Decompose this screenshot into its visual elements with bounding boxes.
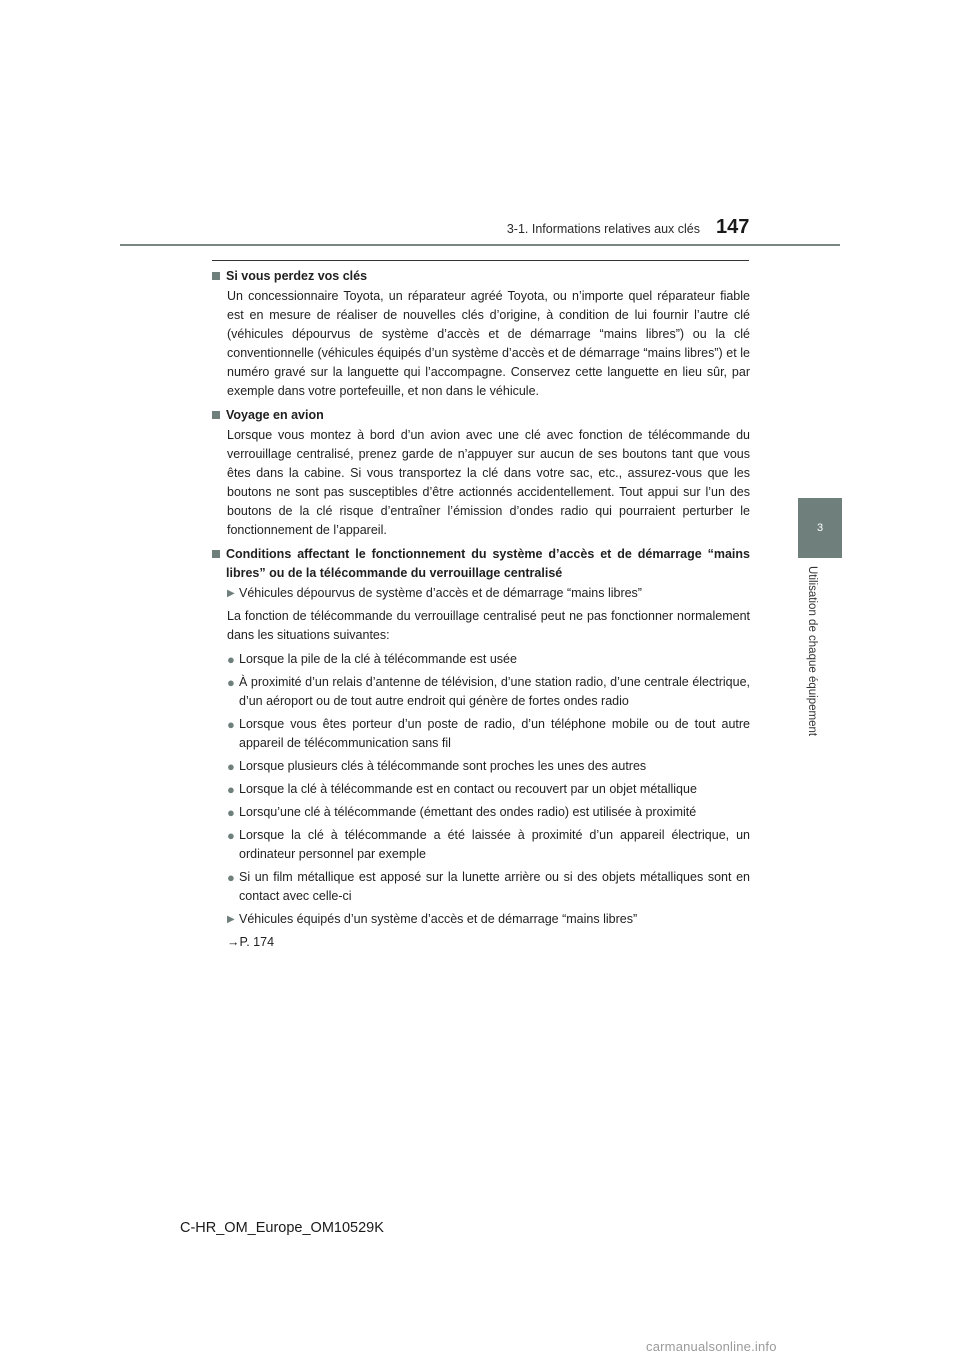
- square-bullet-icon: [212, 411, 220, 419]
- list-item: ● Lorsqu’une clé à télécommande (émettant des ondes radio) est utilisée à proximité: [227, 805, 697, 820]
- circle-bullet-icon: ●: [227, 717, 235, 732]
- list-item: ● Lorsque la clé à télécommande a été laissée à proximité d’un appareil électrique, un ordinateur personnel par exemple: [227, 828, 750, 861]
- circle-bullet-icon: ●: [227, 870, 235, 885]
- section-heading: Conditions affectant le fonctionnement du système d’accès et de démarrage “mains libres” ou de la télécommande du verrouillage centralisé: [212, 545, 750, 583]
- content: [212, 267, 750, 952]
- square-bullet-icon: [212, 272, 220, 280]
- conditions-intro: La fonction de télécommande du verrouillage centralisé peut ne pas fonctionner normalement dans les situations suivantes:: [227, 609, 750, 642]
- triangle-right-icon: ▶: [227, 588, 235, 599]
- circle-bullet-icon: ●: [227, 828, 235, 843]
- section-paragraph: Un concessionnaire Toyota, un réparateur agréé Toyota, ou n’importe quel réparateur fiable est en mesure de réaliser de nouvelles clés d’origine, à condition de lui fournir l’autre clé (véhicules dépourvus de système d’accès et de démarrage “mains libres”) ou la clé conventionnelle (véhicules équipés d’un système d’accès et de démarrage “mains libres”) et le numéro gravé sur la languette qui l’accompagne. Conservez cette languette en lieu sûr, par exemple dans votre portefeuille, et non dans le véhicule.: [227, 289, 750, 398]
- subheading-with-smart-entry: ▶ Véhicules équipés d’un système d’accès et de démarrage “mains libres”: [227, 910, 750, 929]
- circle-bullet-icon: ●: [227, 759, 235, 774]
- section-heading: Voyage en avion: [212, 406, 750, 425]
- list-item: ● Lorsque la pile de la clé à télécommande est usée: [227, 652, 517, 667]
- list-item: ● Lorsque vous êtes porteur d’un poste de radio, d’un téléphone mobile ou de tout autre appareil de télécommunication sans fil: [227, 717, 750, 750]
- circle-bullet-icon: ●: [227, 782, 235, 797]
- footer-doc-id: C-HR_OM_Europe_OM10529K: [180, 1220, 384, 1236]
- triangle-right-icon: ▶: [227, 914, 235, 925]
- section-paragraph: Lorsque vous montez à bord d’un avion avec une clé avec fonction de télécommande du verrouillage centralisé, prenez garde de n’appuyer sur aucun de ses boutons tant que vous êtes dans la cabine. Si vous transportez la clé dans votre sac, etc., assurez-vous que les boutons ne sont pas susceptibles d’être actionnés accidentellement. Tout appui sur l’un des boutons de la clé risque d’entraîner l’émission d’ondes radio qui pourraient perturber le fonctionnement de l’appareil.: [227, 428, 750, 537]
- section-conditions: [212, 545, 750, 952]
- content-top-rule: [212, 260, 749, 261]
- side-label: Utilisation de chaque équipement: [806, 566, 818, 737]
- section-heading: Si vous perdez vos clés: [212, 267, 750, 286]
- circle-bullet-icon: ●: [227, 652, 235, 667]
- list-item: ● Si un film métallique est apposé sur la lunette arrière ou si des objets métalliques sont en contact avec celle-ci: [227, 870, 750, 903]
- section-header-label: 3-1. Informations relatives aux clés: [506, 222, 700, 236]
- square-bullet-icon: [212, 550, 220, 558]
- list-item: ● Lorsque la clé à télécommande est en contact ou recouvert par un objet métallique: [227, 782, 697, 797]
- list-item: ● À proximité d’un relais d’antenne de télévision, d’une station radio, d’une centrale électrique, d’un aéroport ou de tout autre endroit qui génère de fortes ondes radio: [227, 675, 750, 708]
- page-number: 147: [716, 216, 750, 238]
- page-reference-link[interactable]: →P. 174: [227, 935, 275, 949]
- watermark: carmanualsonline.info: [646, 1339, 777, 1354]
- circle-bullet-icon: ●: [227, 675, 235, 690]
- list-item: ● Lorsque plusieurs clés à télécommande sont proches les unes des autres: [227, 759, 647, 774]
- chapter-tab: 3: [798, 498, 842, 558]
- section-air-travel: [212, 406, 750, 540]
- header-rule: [120, 244, 840, 246]
- subheading-without-smart-entry: ▶ Véhicules dépourvus de système d’accès et de démarrage “mains libres”: [227, 584, 750, 603]
- circle-bullet-icon: ●: [227, 805, 235, 820]
- section-lost-keys: [212, 267, 750, 401]
